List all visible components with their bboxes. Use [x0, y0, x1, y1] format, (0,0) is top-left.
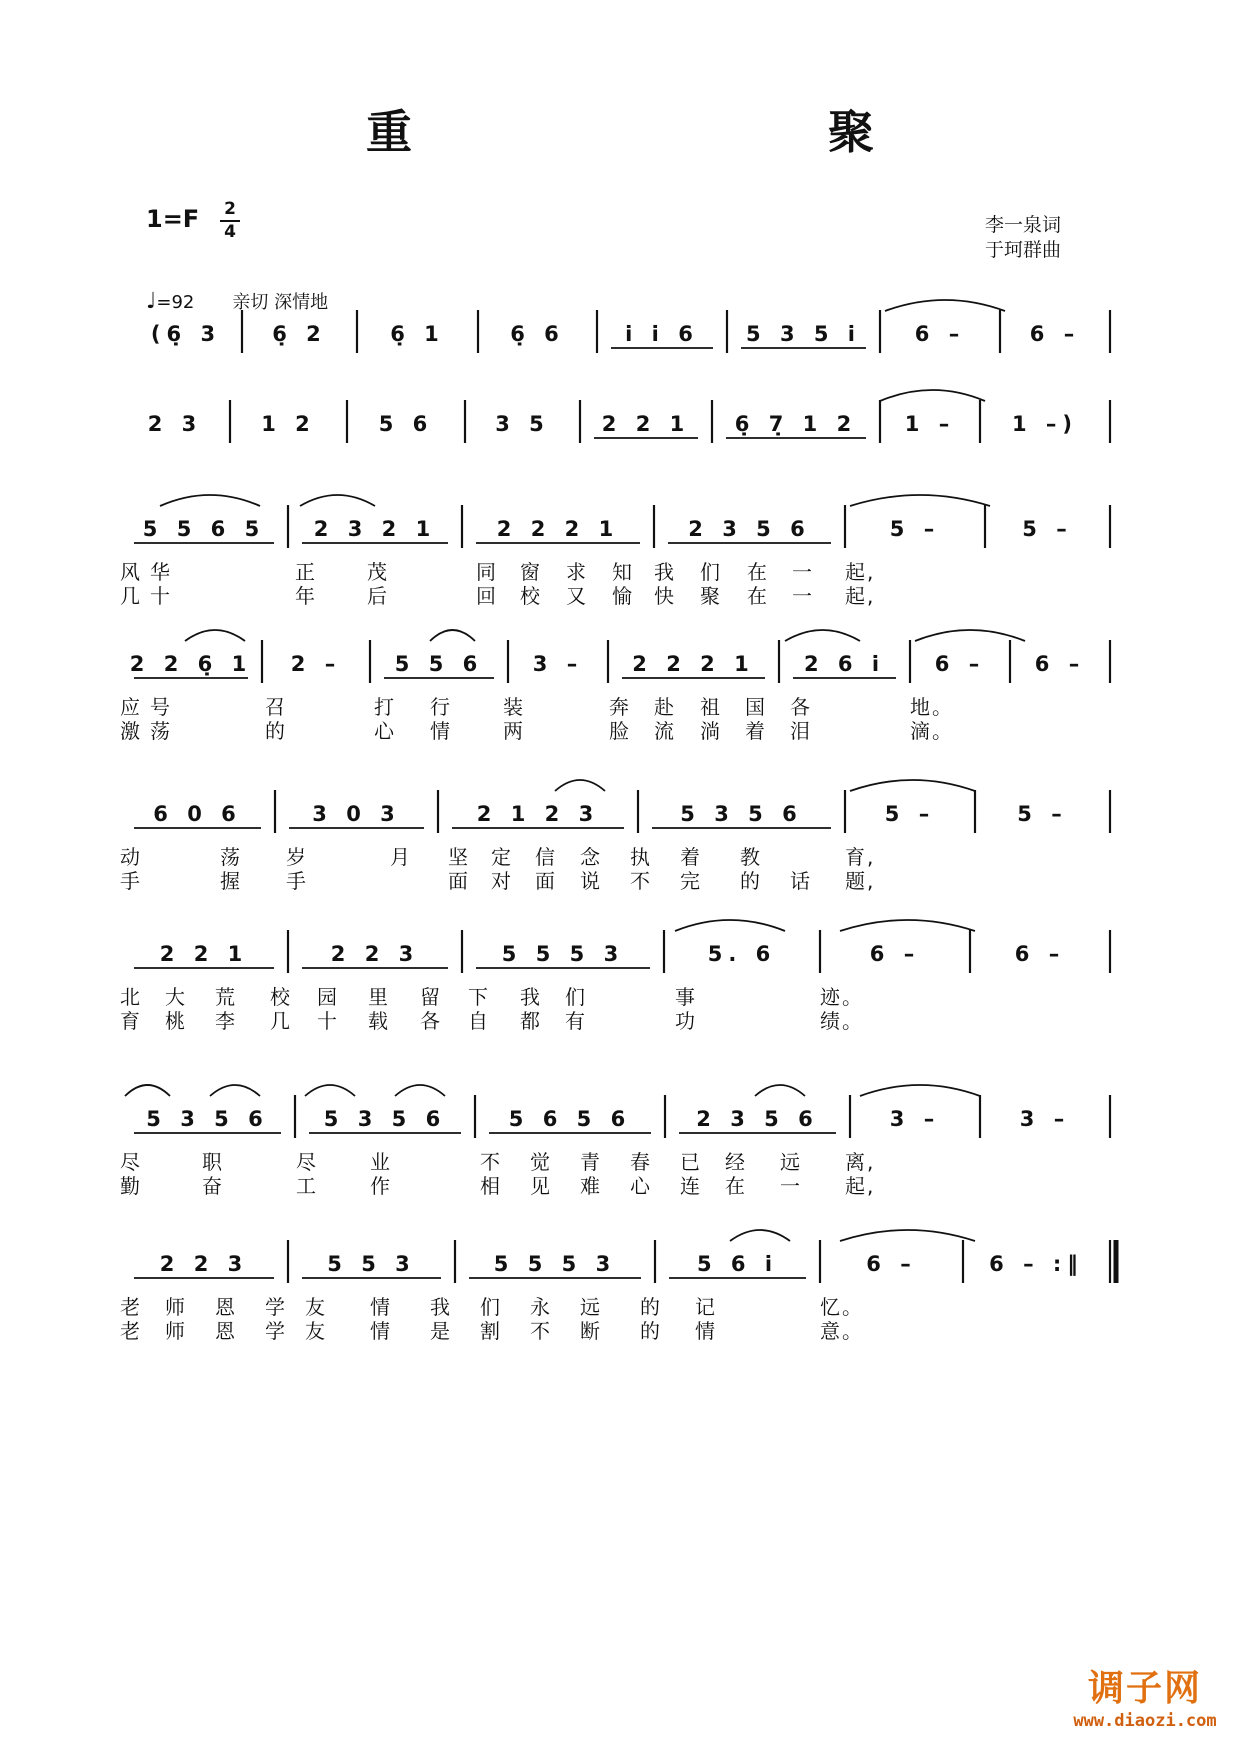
- lyric-syllable: 一: [792, 560, 814, 584]
- lyric-syllable: 作: [370, 1174, 392, 1198]
- lyric-syllable: 奋: [202, 1174, 224, 1198]
- lyric-syllable: 动: [120, 845, 142, 869]
- key-signature: 1=F: [146, 205, 200, 233]
- measure-notes: 3 5: [495, 412, 550, 436]
- measure-notes: 6̣ 1: [390, 322, 445, 346]
- lyric-syllable: 求: [566, 560, 588, 584]
- measure-notes: 5 6 i̇: [696, 1252, 779, 1276]
- lyric-syllable: 信: [535, 845, 557, 869]
- measure-notes: 5 6 5 6: [508, 1107, 632, 1131]
- lyric-syllable: 月: [390, 845, 412, 869]
- lyric-syllable: 召: [265, 695, 287, 719]
- lyric-syllable: 荡: [150, 719, 172, 743]
- lyric-syllable: 育,: [845, 845, 876, 869]
- lyric-syllable: 是: [430, 1319, 452, 1343]
- lyric-syllable: 心: [374, 719, 396, 743]
- measure-notes: 2 2 3: [159, 1252, 249, 1276]
- lyric-syllable: 坚: [448, 845, 470, 869]
- lyric-syllable: 号: [150, 695, 172, 719]
- slur: [730, 1230, 790, 1241]
- lyric-syllable: 不: [530, 1319, 552, 1343]
- lyric-syllable: 恩: [215, 1319, 237, 1343]
- measure-notes: 2 1 2 3: [476, 802, 600, 826]
- slur: [850, 495, 990, 506]
- lyric-syllable: 一: [780, 1174, 802, 1198]
- lyric-syllable: 留: [420, 985, 442, 1009]
- lyric-syllable: 连: [680, 1174, 702, 1198]
- lyric-syllable: 激: [120, 719, 142, 743]
- lyric-syllable: 难: [580, 1174, 602, 1198]
- measure-notes: 6 –: [1014, 942, 1066, 966]
- lyric-row: [0, 719, 1000, 743]
- lyric-syllable: 记: [695, 1295, 717, 1319]
- lyric-syllable: 觉: [530, 1150, 552, 1174]
- measure-notes: 2 3 2 1: [313, 517, 437, 541]
- lyric-syllable: 手: [286, 869, 308, 893]
- lyric-syllable: 两: [503, 719, 525, 743]
- lyric-syllable: 青: [580, 1150, 602, 1174]
- measure-notes: 6 – :‖: [989, 1252, 1084, 1276]
- lyric-syllable: 握: [220, 869, 242, 893]
- measure-notes: 5 –: [889, 517, 941, 541]
- lyric-syllable: 教: [740, 845, 762, 869]
- slur: [880, 390, 985, 401]
- measure-notes: 5 3 5 i̇: [746, 322, 861, 346]
- lyric-syllable: 一: [792, 584, 814, 608]
- lyric-syllable: 情: [695, 1319, 717, 1343]
- lyric-syllable: 老: [120, 1295, 142, 1319]
- composer: 于珂群曲: [985, 239, 1062, 261]
- measure-notes: 1 –): [1011, 412, 1079, 436]
- lyric-syllable: 意。: [820, 1319, 864, 1343]
- watermark-title: 调子网: [1087, 1668, 1202, 1709]
- lyric-syllable: 业: [370, 1150, 392, 1174]
- slur: [840, 1230, 975, 1241]
- lyric-syllable: 尽: [296, 1150, 318, 1174]
- lyric-syllable: 国: [745, 695, 767, 719]
- measure-notes: 2 2 2 1: [632, 652, 755, 676]
- measure-notes: 2 –: [290, 652, 342, 676]
- lyric-syllable: 几: [120, 584, 142, 608]
- lyric-syllable: 忆。: [820, 1295, 864, 1319]
- time-signature: [220, 200, 240, 242]
- lyric-syllable: 行: [430, 695, 452, 719]
- slur: [840, 920, 975, 931]
- lyric-syllable: 荡: [220, 845, 242, 869]
- lyric-syllable: 窗: [520, 560, 542, 584]
- measure-notes: 6 –: [866, 1252, 917, 1276]
- measure-notes: 3 –: [889, 1107, 941, 1131]
- score-line-graphics: [0, 375, 1240, 495]
- lyric-syllable: 学: [265, 1295, 287, 1319]
- expression-text: 亲切 深情地: [232, 292, 329, 313]
- slur: [210, 1085, 260, 1096]
- lyric-syllable: 心: [630, 1174, 652, 1198]
- lyric-syllable: 聚: [700, 584, 722, 608]
- lyric-syllable: 的: [740, 869, 762, 893]
- lyric-syllable: 着: [745, 719, 767, 743]
- measure-notes: 5 5 5 3: [493, 1252, 617, 1276]
- measure-notes: 2 2 2 1: [496, 517, 620, 541]
- lyric-syllable: 勤: [120, 1174, 142, 1198]
- measure-notes: 2 2 1: [159, 942, 249, 966]
- lyric-syllable: 手: [120, 869, 142, 893]
- measure-notes: 6̣ 6: [510, 322, 565, 346]
- lyric-syllable: 永: [530, 1295, 552, 1319]
- lyric-syllable: 十: [150, 584, 172, 608]
- measure-notes: 3 –: [1019, 1107, 1071, 1131]
- lyric-syllable: 职: [202, 1150, 224, 1174]
- lyric-syllable: 育: [120, 1009, 142, 1033]
- lyric-syllable: 们: [480, 1295, 502, 1319]
- lyric-syllable: 流: [654, 719, 676, 743]
- slur: [915, 630, 1025, 641]
- lyric-row: [0, 695, 1000, 719]
- lyric-syllable: 我: [654, 560, 676, 584]
- lyric-syllable: 华: [150, 560, 172, 584]
- lyric-syllable: 说: [580, 869, 602, 893]
- lyricist: 李一泉词: [985, 214, 1062, 236]
- lyric-syllable: 友: [305, 1319, 327, 1343]
- lyric-syllable: 不: [480, 1150, 502, 1174]
- slur: [785, 630, 860, 641]
- watermark: [1060, 1660, 1230, 1731]
- lyric-syllable: 淌: [700, 719, 722, 743]
- measure-notes: 5 3 5 6: [323, 1107, 447, 1131]
- measure-notes: 2 2 3: [330, 942, 420, 966]
- lyric-syllable: 校: [520, 584, 542, 608]
- lyric-syllable: 自: [468, 1009, 490, 1033]
- lyric-syllable: 园: [317, 985, 339, 1009]
- lyric-syllable: 事: [675, 985, 697, 1009]
- time-signature-top: 2: [224, 199, 236, 219]
- lyric-syllable: 师: [165, 1295, 187, 1319]
- lyric-row: [0, 1319, 1000, 1343]
- measure-notes: 5 –: [1017, 802, 1068, 826]
- lyric-syllable: 回: [476, 584, 498, 608]
- lyric-syllable: 后: [367, 584, 389, 608]
- lyric-syllable: 面: [448, 869, 470, 893]
- lyric-syllable: 打: [374, 695, 396, 719]
- lyric-syllable: 恩: [215, 1295, 237, 1319]
- lyric-row: [0, 1295, 1000, 1319]
- watermark-url: www.diaozi.com: [1073, 1711, 1217, 1731]
- score-line: [0, 375, 1240, 495]
- measure-notes: 2 2 1: [601, 412, 691, 436]
- slur: [885, 300, 1005, 311]
- lyric-syllable: 对: [491, 869, 513, 893]
- lyric-syllable: 大: [165, 985, 187, 1009]
- lyric-syllable: 完: [680, 869, 702, 893]
- measure-notes: 5 6: [378, 412, 434, 436]
- lyric-syllable: 情: [370, 1319, 392, 1343]
- lyric-syllable: 起,: [845, 584, 876, 608]
- slur: [395, 1085, 445, 1096]
- measure-notes: 6 –: [914, 322, 966, 346]
- lyric-syllable: 快: [654, 584, 676, 608]
- lyric-syllable: 祖: [700, 695, 722, 719]
- measure-notes: (6̣ 3: [150, 322, 222, 346]
- measure-notes: 5 5 3: [327, 1252, 416, 1276]
- measure-notes: 6 –: [1029, 322, 1081, 346]
- measure-notes: 3 –: [532, 652, 584, 676]
- lyric-syllable: 应: [120, 695, 142, 719]
- lyric-syllable: 工: [296, 1174, 318, 1198]
- measure-notes: 2 3 5 6: [696, 1107, 819, 1131]
- slur: [300, 495, 375, 506]
- tempo-value: =92: [156, 292, 195, 313]
- lyric-row: [0, 1174, 1000, 1198]
- slur: [860, 1085, 980, 1096]
- lyric-syllable: 都: [520, 1009, 542, 1033]
- lyric-syllable: 泪: [790, 719, 812, 743]
- lyric-syllable: 地。: [910, 695, 954, 719]
- song-title: 重 聚: [365, 105, 1074, 159]
- lyric-row: [0, 1150, 1000, 1174]
- slur: [160, 495, 260, 506]
- lyric-syllable: 绩。: [820, 1009, 864, 1033]
- lyric-syllable: 离,: [845, 1150, 876, 1174]
- lyric-syllable: 脸: [609, 719, 631, 743]
- lyric-syllable: 茂: [367, 560, 389, 584]
- lyric-syllable: 校: [270, 985, 292, 1009]
- lyric-syllable: 断: [580, 1319, 602, 1343]
- lyric-syllable: 知: [612, 560, 634, 584]
- lyric-syllable: 题,: [845, 869, 876, 893]
- slur: [755, 1085, 805, 1096]
- lyric-syllable: 在: [747, 560, 769, 584]
- lyric-syllable: 赴: [654, 695, 676, 719]
- measure-notes: 5 5 6: [394, 652, 484, 676]
- measure-notes: 5 3 5 6: [146, 1107, 269, 1131]
- lyric-syllable: 友: [305, 1295, 327, 1319]
- lyric-syllable: 已: [680, 1150, 702, 1174]
- lyric-syllable: 的: [640, 1319, 662, 1343]
- measure-notes: 1 2: [261, 412, 316, 436]
- measure-notes: 2 3 5 6: [688, 517, 811, 541]
- lyric-syllable: 学: [265, 1319, 287, 1343]
- measure-notes: 5. 6: [707, 942, 777, 966]
- lyric-syllable: 远: [780, 1150, 802, 1174]
- measure-notes: 6 –: [934, 652, 986, 676]
- lyric-syllable: 话: [790, 869, 812, 893]
- lyric-syllable: 桃: [165, 1009, 187, 1033]
- lyric-syllable: 定: [491, 845, 513, 869]
- slur: [125, 1085, 170, 1096]
- measure-notes: 5 5 6 5: [142, 517, 266, 541]
- lyric-syllable: 尽: [120, 1150, 142, 1174]
- lyric-syllable: 荒: [215, 985, 237, 1009]
- lyric-syllable: 们: [700, 560, 722, 584]
- lyric-syllable: 老: [120, 1319, 142, 1343]
- lyric-syllable: 起,: [845, 1174, 876, 1198]
- measure-notes: 5 3 5 6: [680, 802, 803, 826]
- measure-notes: 2 6 i̇: [803, 652, 886, 676]
- lyric-syllable: 在: [725, 1174, 747, 1198]
- slur: [185, 630, 245, 641]
- lyric-syllable: 北: [120, 985, 142, 1009]
- measure-notes: i̇ i̇ 6: [625, 322, 699, 346]
- lyric-syllable: 情: [370, 1295, 392, 1319]
- lyric-syllable: 年: [295, 584, 317, 608]
- lyric-syllable: 们: [565, 985, 587, 1009]
- lyric-syllable: 相: [480, 1174, 502, 1198]
- lyric-syllable: 载: [368, 1009, 390, 1033]
- slur: [675, 920, 785, 931]
- lyric-syllable: 几: [270, 1009, 292, 1033]
- lyric-syllable: 下: [468, 985, 490, 1009]
- lyric-syllable: 情: [430, 719, 452, 743]
- measure-notes: 5 –: [884, 802, 936, 826]
- lyric-syllable: 春: [630, 1150, 652, 1174]
- lyric-syllable: 功: [675, 1009, 697, 1033]
- measure-notes: 6 0 6: [153, 802, 242, 826]
- slur: [305, 1085, 355, 1096]
- lyric-syllable: 装: [503, 695, 525, 719]
- lyric-syllable: 正: [295, 560, 317, 584]
- lyric-row: [0, 985, 1000, 1009]
- lyric-row: [0, 584, 1000, 608]
- lyric-syllable: 经: [725, 1150, 747, 1174]
- lyric-syllable: 我: [520, 985, 542, 1009]
- lyric-syllable: 不: [630, 869, 652, 893]
- measure-notes: 3 0 3: [312, 802, 401, 826]
- slur: [850, 780, 975, 791]
- lyric-syllable: 同: [476, 560, 498, 584]
- lyric-syllable: 割: [480, 1319, 502, 1343]
- lyric-syllable: 有: [565, 1009, 587, 1033]
- lyric-syllable: 远: [580, 1295, 602, 1319]
- lyric-syllable: 在: [747, 584, 769, 608]
- slur: [555, 780, 605, 791]
- lyric-syllable: 念: [580, 845, 602, 869]
- lyric-syllable: 岁: [286, 845, 308, 869]
- measure-notes: 2 3: [147, 412, 203, 436]
- lyric-syllable: 滴。: [910, 719, 954, 743]
- lyric-syllable: 我: [430, 1295, 452, 1319]
- measure-notes: 6 –: [1034, 652, 1086, 676]
- slur: [430, 630, 475, 641]
- lyric-row: [0, 845, 1000, 869]
- measure-notes: 5 –: [1022, 517, 1073, 541]
- lyric-syllable: 师: [165, 1319, 187, 1343]
- lyric-syllable: 各: [790, 695, 812, 719]
- measure-notes: 1 –: [904, 412, 956, 436]
- measure-notes: 5 5 5 3: [501, 942, 625, 966]
- measure-notes: 6 –: [869, 942, 921, 966]
- lyric-syllable: 各: [420, 1009, 442, 1033]
- quarter-note-icon: ♩: [146, 289, 157, 314]
- lyric-syllable: 十: [317, 1009, 339, 1033]
- lyric-syllable: 愉: [612, 584, 634, 608]
- lyric-syllable: 奔: [609, 695, 631, 719]
- lyric-syllable: 里: [368, 985, 390, 1009]
- measure-notes: 6̣ 2: [272, 322, 327, 346]
- time-signature-bottom: 4: [224, 222, 236, 242]
- measure-notes: 6̣ 7̣ 1 2: [734, 412, 858, 436]
- lyric-syllable: 着: [680, 845, 702, 869]
- lyric-row: [0, 1009, 1000, 1033]
- lyric-syllable: 起,: [845, 560, 876, 584]
- credits: [985, 213, 1061, 263]
- lyric-syllable: 见: [530, 1174, 552, 1198]
- lyric-row: [0, 869, 1000, 893]
- lyric-row: [0, 560, 1000, 584]
- lyric-syllable: 风: [120, 560, 142, 584]
- lyric-syllable: 面: [535, 869, 557, 893]
- lyric-syllable: 李: [215, 1009, 237, 1033]
- measure-notes: 2 2 6̣ 1: [129, 652, 253, 676]
- lyric-syllable: 迹。: [820, 985, 864, 1009]
- lyric-syllable: 的: [265, 719, 287, 743]
- lyric-syllable: 的: [640, 1295, 662, 1319]
- lyric-syllable: 执: [630, 845, 652, 869]
- lyric-syllable: 又: [566, 584, 588, 608]
